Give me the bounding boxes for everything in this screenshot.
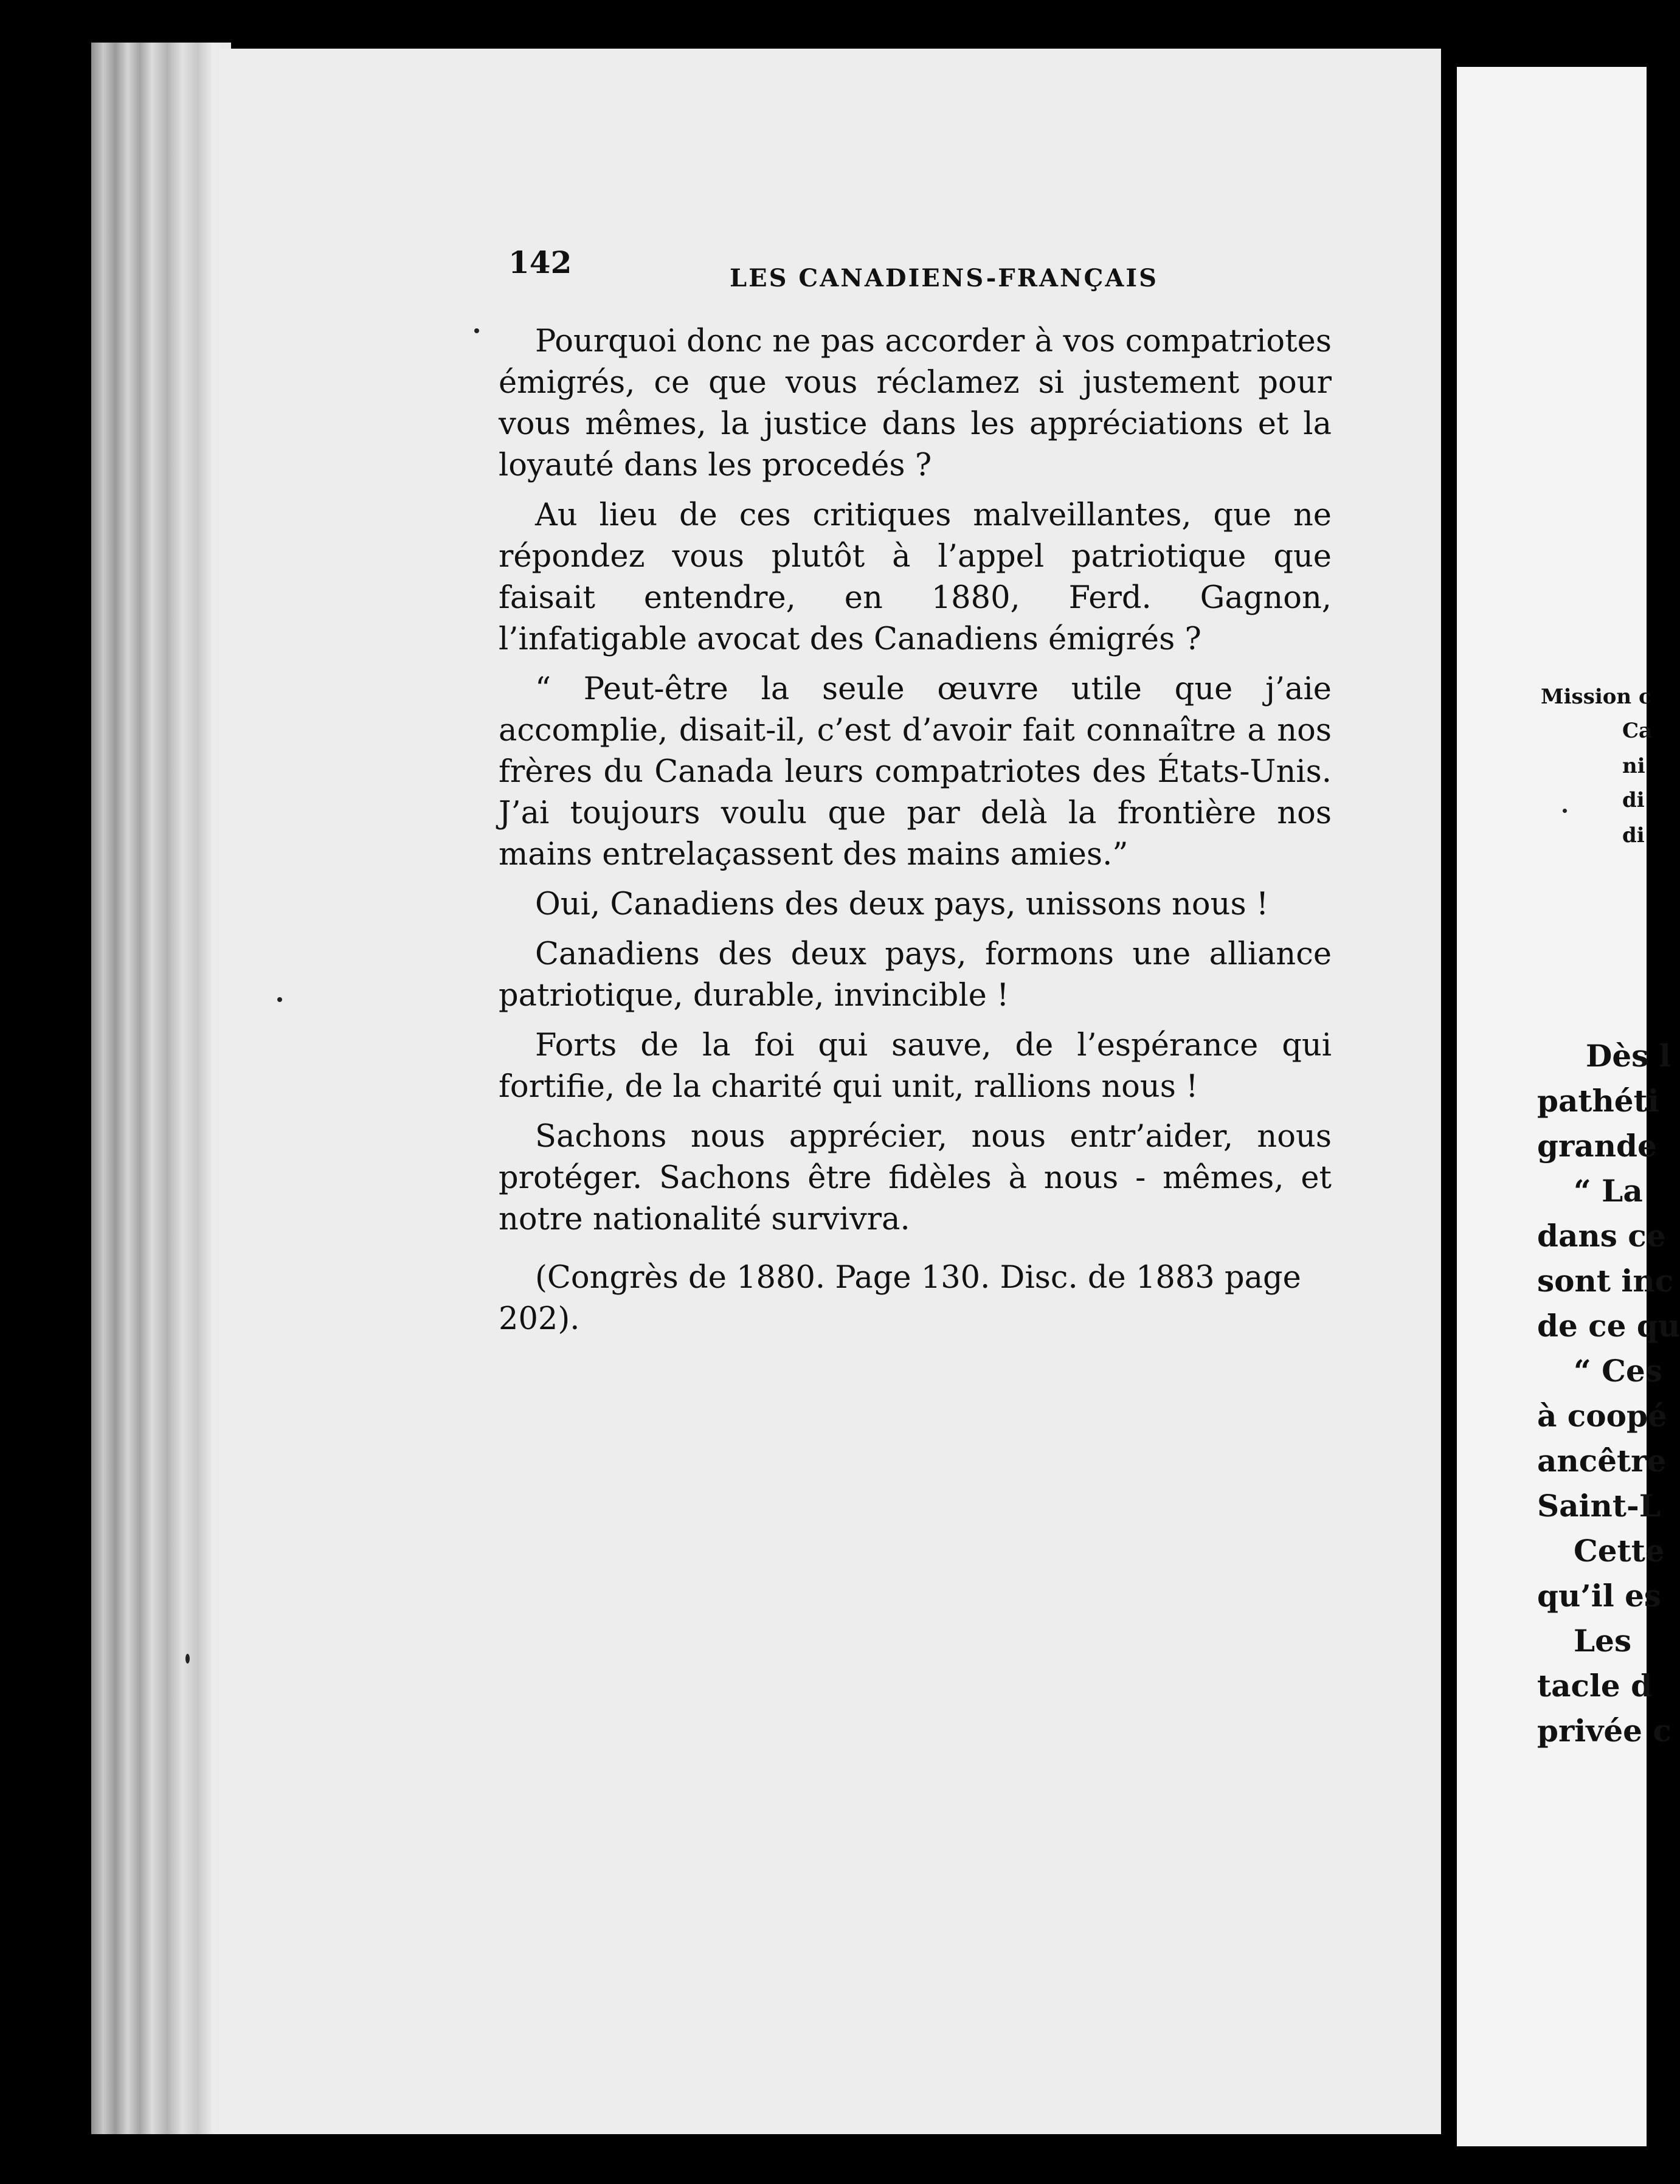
gutter	[1441, 49, 1457, 2140]
paragraph: Forts de la foi qui sauve, de l’espérance qui fortifie, de la charité qui unit, rallions nous !	[499, 1028, 1332, 1105]
body-text	[499, 321, 1332, 1349]
dust-speck	[474, 328, 479, 333]
running-head: LES CANADIENS-FRANÇAIS	[730, 264, 1159, 292]
paragraph: Sachons nous apprécier, nous entr’aider, nous protéger. Sachons être fidèles à nous - mêmes, et notre nationalité survivra.	[499, 1119, 1332, 1237]
right-page-line: Les	[1574, 1623, 1632, 1659]
page-number: 142	[508, 244, 572, 280]
right-page-line: ancêtre	[1537, 1443, 1667, 1479]
right-page-line: qu’il es	[1537, 1578, 1662, 1614]
right-page-margin-line: Ca	[1622, 719, 1653, 743]
paragraph: “ Peut-être la seule œuvre utile que j’aie accomplie, disait-il, c’est d’avoir fait connaître a nos frères du Canada leurs compatriotes des États-Unis. J’ai toujours voulu que par delà la frontière nos mains entrelaçassent des mains amies.”	[499, 671, 1332, 873]
right-page-line: de ce qu	[1537, 1308, 1680, 1344]
right-page-line: privée c	[1537, 1713, 1671, 1749]
right-page-line: sont inc	[1537, 1263, 1674, 1299]
right-page-header: Mission c	[1541, 685, 1651, 709]
citation: (Congrès de 1880. Page 130. Disc. de 1883 page 202).	[499, 1260, 1301, 1337]
paragraph: Canadiens des deux pays, formons une alliance patriotique, durable, invincible !	[499, 936, 1332, 1014]
right-page-line: Saint-L	[1537, 1488, 1661, 1524]
paragraph: Oui, Canadiens des deux pays, unissons nous !	[535, 886, 1269, 922]
right-page-line: “ La	[1574, 1173, 1643, 1209]
right-page-margin-line: di	[1622, 823, 1645, 848]
right-page-line: pathéti	[1537, 1083, 1659, 1119]
right-page-line: Dès l	[1586, 1038, 1671, 1074]
dust-speck	[277, 997, 282, 1002]
page-edges	[91, 43, 231, 2134]
right-page-line: tacle d	[1537, 1668, 1653, 1704]
right-page-line: grande	[1537, 1128, 1657, 1164]
dust-speck	[1563, 809, 1567, 813]
right-page	[1457, 67, 1680, 2146]
paragraph: Pourquoi donc ne pas accorder à vos compatriotes émigrés, ce que vous réclamez si justement pour vous mêmes, la justice dans les appréciations et la loyauté dans les procedés ?	[499, 323, 1332, 483]
right-page-line: dans ce	[1537, 1218, 1666, 1254]
right-page-line: Cette	[1574, 1533, 1665, 1569]
right-page-margin-line: di	[1622, 788, 1645, 812]
right-page-line: à coopé	[1537, 1398, 1667, 1434]
right-page-margin-line: ni	[1622, 754, 1645, 778]
right-page-line: “ Ces	[1574, 1353, 1662, 1389]
dust-speck	[185, 1654, 190, 1664]
right-page-body	[1537, 1034, 1680, 1754]
paragraph: Au lieu de ces critiques malveillantes, que ne répondez vous plutôt à l’appel patriotique que faisait entendre, en 1880, Ferd. Gagnon, l’infatigable avocat des Canadiens émigrés ?	[499, 497, 1332, 657]
